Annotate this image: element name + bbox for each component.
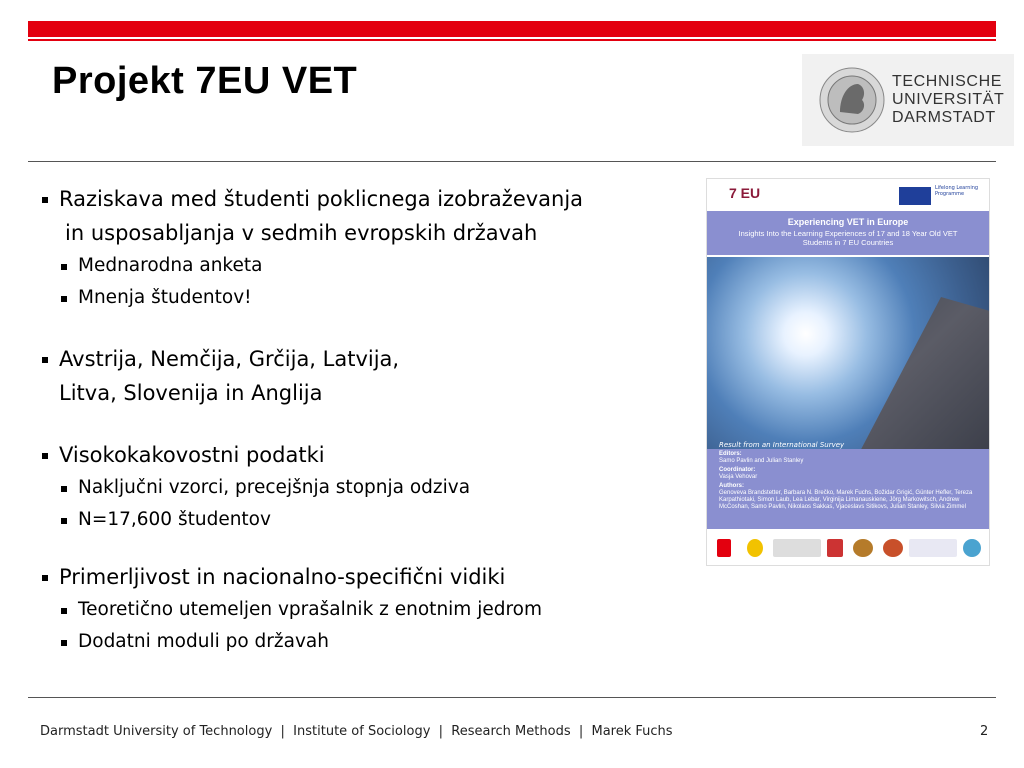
partner-logo-icon [963, 539, 981, 557]
bullet-square-icon [42, 197, 48, 203]
bullet-item: Avstrija, Nemčija, Grčija, Latvija, [40, 342, 710, 376]
bullet-continuation: Litva, Slovenija in Anglija [59, 381, 323, 405]
bullet-square-icon [42, 357, 48, 363]
bullet-item: Primerljivost in nacionalno-specifični vidiki [40, 560, 710, 594]
cover-rock-shape [857, 297, 990, 457]
cover-title: Experiencing VET in Europe [787, 217, 909, 227]
bullet-list [40, 182, 710, 658]
header-red-line [28, 39, 996, 41]
sub-bullet-item: N=17,600 študentov [40, 504, 710, 536]
athena-seal-icon [818, 66, 886, 134]
cover-result: Result from an International Survey [719, 441, 845, 449]
partner-logo-icon [853, 539, 873, 557]
sub-bullet-item: Mnenja študentov! [40, 282, 710, 314]
sub-bullet-item: Teoretično utemeljen vprašalnik z enotnim jedrom [40, 594, 710, 626]
slide-title: Projekt 7EU VET [52, 60, 358, 102]
bottom-divider [28, 697, 996, 698]
cover-program: Lifelong Learning Programme [935, 185, 979, 197]
bullet-item: Visokokakovostni podatki [40, 438, 710, 472]
cover-subtitle: Insights Into the Learning Experiences of 17 and 18 Year Old VET Students in 7 EU Countries [738, 229, 958, 247]
bullet-square-icon [61, 264, 67, 270]
partner-logo-icon [747, 539, 763, 557]
cover-partner-logos [707, 531, 989, 565]
bullet-square-icon [42, 453, 48, 459]
bullet-square-icon [61, 608, 67, 614]
bullet-continuation: in usposabljanja v sedmih evropskih državah [65, 221, 538, 245]
bullet-item: Raziskava med študenti poklicnega izobraževanja [40, 182, 710, 216]
bullet-square-icon [61, 296, 67, 302]
partner-logo-icon [717, 539, 731, 557]
cover-header [707, 211, 989, 255]
bullet-square-icon [42, 575, 48, 581]
bullet-square-icon [61, 640, 67, 646]
partner-logo-icon [773, 539, 821, 557]
cover-brand: 7 EU [729, 185, 761, 201]
university-logo [802, 54, 1014, 146]
sub-bullet-item: Dodatni moduli po državah [40, 626, 710, 658]
footer-text: Darmstadt University of Technology | Institute of Sociology | Research Methods | Marek Fuchs [40, 724, 673, 739]
partner-logo-icon [909, 539, 957, 557]
logo-text: TECHNISCHE UNIVERSITÄT DARMSTADT [892, 73, 1005, 126]
partner-logo-icon [883, 539, 903, 557]
sub-bullet-item: Naključni vzorci, precejšnja stopnja odziva [40, 472, 710, 504]
bullet-square-icon [61, 518, 67, 524]
header-red-bar [28, 21, 996, 37]
cover-photo [707, 257, 989, 449]
cover-info: Editors: Samo Pavlin and Julian Stanley Coordinator: Vasja Vehovar Authors: Genoveva Brandstetter, Barbara N. Brečko, Marek Fuchs, Božidar Grigić, Günter Hefler, Tereza Karpathiotaki, Simon Laub, Lea Lebar, Virginija Limanauskiene, Jörg Markowitsch, Andrew McCoshan, Samo Pavlin, Nikolaos Sakkas, Vjaceslavs Sitikovs, Julian Stanley, Silvia Zimmel [707, 449, 989, 529]
top-divider [28, 161, 996, 162]
partner-logo-icon [827, 539, 843, 557]
eu-flag-icon [899, 187, 931, 205]
sub-bullet-item: Mednarodna anketa [40, 250, 710, 282]
book-cover-image [706, 178, 990, 566]
page-number: 2 [980, 724, 989, 739]
bullet-square-icon [61, 486, 67, 492]
